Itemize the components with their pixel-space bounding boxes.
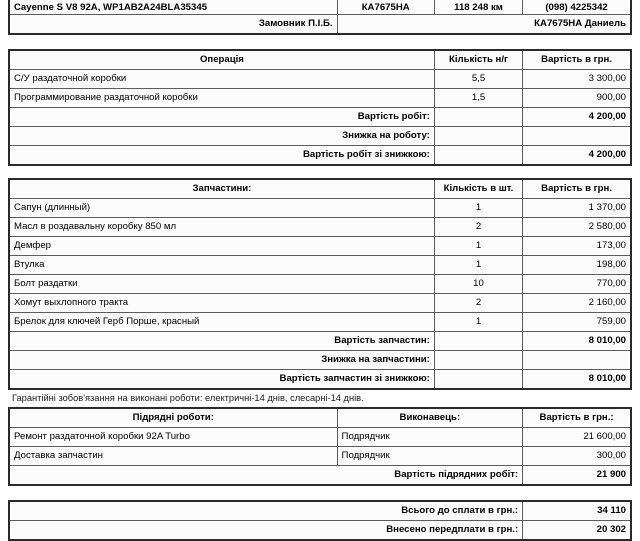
operations-summary-row bbox=[9, 127, 631, 146]
operations-total-qty bbox=[434, 108, 522, 127]
table-row bbox=[9, 89, 631, 108]
parts-summary-row bbox=[9, 351, 631, 370]
customer-phone-cell bbox=[523, 0, 631, 15]
part-cost: 1 370,00 bbox=[523, 199, 631, 218]
totals-table bbox=[8, 500, 632, 541]
part-qty: 1 bbox=[434, 237, 522, 256]
part-name: Втулка bbox=[9, 256, 434, 275]
part-qty: 1 bbox=[434, 256, 522, 275]
part-name: Сапун (длинный) bbox=[9, 199, 434, 218]
operations-header-row bbox=[9, 50, 631, 70]
parts-header-qty: Кількість в шт. bbox=[434, 179, 522, 199]
vehicle-info-row bbox=[9, 0, 631, 15]
subcontract-header-performer: Виконавець: bbox=[337, 408, 523, 428]
table-row bbox=[9, 237, 631, 256]
customer-name-value: КА7675НА Даниель bbox=[337, 15, 631, 35]
operations-header-cost: Вартість в грн. bbox=[523, 50, 631, 70]
part-name: Хомут выхлопного тракта bbox=[9, 294, 434, 313]
subcontract-cost: 21 600,00 bbox=[523, 428, 631, 447]
parts-total-label: Вартість запчастин: bbox=[9, 332, 434, 351]
totals-row bbox=[9, 501, 631, 521]
part-qty: 2 bbox=[434, 218, 522, 237]
subcontract-header-row bbox=[9, 408, 631, 428]
part-name: Болт раздатки bbox=[9, 275, 434, 294]
part-name: Демфер bbox=[9, 237, 434, 256]
operations-header-qty: Кількість н/г bbox=[434, 50, 522, 70]
vehicle-customer-table bbox=[8, 0, 632, 35]
totals-row bbox=[9, 521, 631, 541]
parts-discounted-total-label: Вартість запчастин зі знижкою: bbox=[9, 370, 434, 390]
part-cost: 770,00 bbox=[523, 275, 631, 294]
part-name: Масл в роздавальну коробку 850 мл bbox=[9, 218, 434, 237]
subcontract-cost: 300,00 bbox=[523, 447, 631, 466]
part-cost: 759,00 bbox=[523, 313, 631, 332]
vehicle-model-vin-cell bbox=[9, 0, 337, 15]
operations-total-cost: 4 200,00 bbox=[523, 108, 631, 127]
operations-summary-row bbox=[9, 146, 631, 166]
table-row bbox=[9, 313, 631, 332]
parts-discounted-total-cost: 8 010,00 bbox=[523, 370, 631, 390]
parts-discount-qty bbox=[434, 351, 522, 370]
table-row bbox=[9, 256, 631, 275]
subcontract-name: Доставка запчастин bbox=[9, 447, 337, 466]
operation-name: Программирование раздаточной коробки bbox=[9, 89, 434, 108]
parts-total-cost: 8 010,00 bbox=[523, 332, 631, 351]
part-name: Брелок для ключей Герб Порше, красный bbox=[9, 313, 434, 332]
parts-total-qty bbox=[434, 332, 522, 351]
part-cost: 2 580,00 bbox=[523, 218, 631, 237]
table-row bbox=[9, 275, 631, 294]
subcontract-table bbox=[8, 407, 632, 486]
operations-discount-cost bbox=[523, 127, 631, 146]
vehicle-mileage-cell bbox=[434, 0, 522, 15]
parts-discounted-total-qty bbox=[434, 370, 522, 390]
subcontract-total-label: Вартість підрядних робіт: bbox=[9, 466, 523, 486]
operations-table bbox=[8, 49, 632, 166]
grand-total-label: Всього до сплати в грн.: bbox=[9, 501, 523, 521]
spacer-after-vehicle-block bbox=[8, 35, 632, 49]
parts-discount-label: Знижка на запчастини: bbox=[9, 351, 434, 370]
parts-header-name: Запчастини: bbox=[9, 179, 434, 199]
operations-header-name: Операція bbox=[9, 50, 434, 70]
part-cost: 198,00 bbox=[523, 256, 631, 275]
prepayment-label: Внесено передплати в грн.: bbox=[9, 521, 523, 541]
table-row bbox=[9, 294, 631, 313]
prepayment-value: 20 302 bbox=[523, 521, 631, 541]
operation-qty: 1,5 bbox=[434, 89, 522, 108]
parts-summary-row bbox=[9, 332, 631, 351]
spacer-before-totals bbox=[8, 486, 632, 500]
parts-table bbox=[8, 178, 632, 390]
subcontract-name: Ремонт раздаточной коробки 92A Turbo bbox=[9, 428, 337, 447]
customer-phone: (098) 4225342 bbox=[545, 1, 608, 13]
operations-summary-row bbox=[9, 108, 631, 127]
operations-discounted-total-label: Вартість робіт зі знижкою: bbox=[9, 146, 434, 166]
parts-summary-row bbox=[9, 370, 631, 390]
table-row bbox=[9, 199, 631, 218]
warranty-note: Гарантійні зобов'язання на виконані роботи: електричні-14 днів, слесарні-14 днів. bbox=[12, 393, 364, 403]
vehicle-plate-cell bbox=[337, 0, 434, 15]
part-qty: 2 bbox=[434, 294, 522, 313]
vehicle-model-vin: Cayenne S V8 92A, WP1AB2A24BLA35345 bbox=[14, 1, 208, 13]
subcontract-performer: Подрядчик bbox=[337, 447, 523, 466]
subcontract-header-cost: Вартість в грн.: bbox=[523, 408, 631, 428]
subcontract-performer: Подрядчик bbox=[337, 428, 523, 447]
parts-discount-cost bbox=[523, 351, 631, 370]
grand-total-value: 34 110 bbox=[523, 501, 631, 521]
subcontract-total-cost: 21 900 bbox=[523, 466, 631, 486]
operation-qty: 5,5 bbox=[434, 70, 522, 89]
operations-discount-qty bbox=[434, 127, 522, 146]
operation-cost: 3 300,00 bbox=[523, 70, 631, 89]
operations-discounted-total-cost: 4 200,00 bbox=[523, 146, 631, 166]
customer-name-label: Замовник П.І.Б. bbox=[9, 15, 337, 35]
subcontract-summary-row bbox=[9, 466, 631, 486]
vehicle-plate: КА7675НА bbox=[361, 1, 410, 13]
subcontract-header-name: Підрядні роботи: bbox=[9, 408, 337, 428]
operations-discount-label: Знижка на роботу: bbox=[9, 127, 434, 146]
spacer-after-operations bbox=[8, 166, 632, 178]
part-qty: 10 bbox=[434, 275, 522, 294]
table-row bbox=[9, 218, 631, 237]
operation-cost: 900,00 bbox=[523, 89, 631, 108]
operations-discounted-total-qty bbox=[434, 146, 522, 166]
vehicle-mileage: 118 248 км bbox=[454, 1, 503, 13]
part-qty: 1 bbox=[434, 313, 522, 332]
table-row bbox=[9, 70, 631, 89]
customer-name-row bbox=[9, 15, 631, 35]
part-qty: 1 bbox=[434, 199, 522, 218]
part-cost: 173,00 bbox=[523, 237, 631, 256]
operations-total-label: Вартість робіт: bbox=[9, 108, 434, 127]
table-row bbox=[9, 447, 631, 466]
operation-name: С/У раздаточной коробки bbox=[9, 70, 434, 89]
table-row bbox=[9, 428, 631, 447]
parts-header-cost: Вартість в грн. bbox=[523, 179, 631, 199]
part-cost: 2 160,00 bbox=[523, 294, 631, 313]
parts-header-row bbox=[9, 179, 631, 199]
